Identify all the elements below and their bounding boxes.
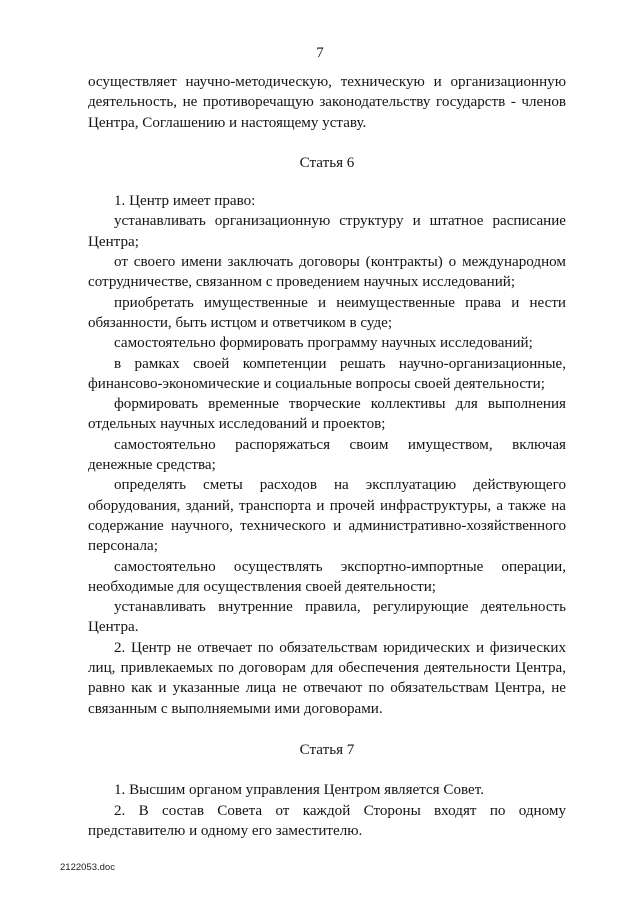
article-7-heading: Статья 7 (299, 741, 355, 758)
right-item: формировать временные творческие коллективы для выполнения отдельных научных исследований и проектов; (88, 396, 566, 433)
right-item: от своего имени заключать договоры (контракты) о международном сотрудничестве, связанном с проведением научных исследований; (88, 254, 566, 291)
right-item: самостоятельно осуществлять экспортно-импортные операции, необходимые для осуществления своей деятельности; (88, 558, 566, 595)
right-item: устанавливать внутренние правила, регулирующие деятельность Центра. (88, 599, 566, 636)
right-item: в рамках своей компетенции решать научно-организационные, финансово-экономические и социальные вопросы своей деятельности; (88, 355, 566, 392)
right-item: самостоятельно формировать программу научных исследований; (114, 335, 533, 352)
article-6-clause-1: 1. Центр имеет право: (114, 193, 256, 210)
document-file-code: 2122053.doc (60, 862, 115, 873)
document-body (88, 72, 566, 841)
right-item: приобретать имущественные и неимущественные права и нести обязанности, быть истцом и ответчиком в суде; (88, 294, 566, 331)
article-7-clause-2: 2. В состав Совета от каждой Стороны входят по одному представителю и одному его заместителю. (88, 802, 566, 839)
article-7-clause-1: 1. Высшим органом управления Центром является Совет. (114, 782, 484, 799)
right-item: самостоятельно распоряжаться своим имуществом, включая денежные средства; (88, 436, 566, 474)
right-item: устанавливать организационную структуру и штатное расписание Центра; (88, 213, 566, 250)
page-number: 7 (316, 45, 324, 61)
intro-paragraph: осуществляет научно-методическую, техническую и организационную деятельность, не противоречащую законодательству государств - членов Центра, Соглашению и настоящему уставу. (88, 74, 566, 131)
right-item: определять сметы расходов на эксплуатацию действующего оборудования, зданий, транспорта и прочей инфраструктуры, а также на содержание научного, технического и административно-хозяйственного персонала; (88, 477, 566, 555)
article-6-clause-2: 2. Центр не отвечает по обязательствам юридических и физических лиц, привлекаемых по договорам для обеспечения деятельности Центра, равно как и указанные лица не отвечают по обязательствам Центра, не связанным с выполняемыми ими договорами. (88, 639, 566, 717)
article-6-heading: Статья 6 (299, 154, 355, 171)
